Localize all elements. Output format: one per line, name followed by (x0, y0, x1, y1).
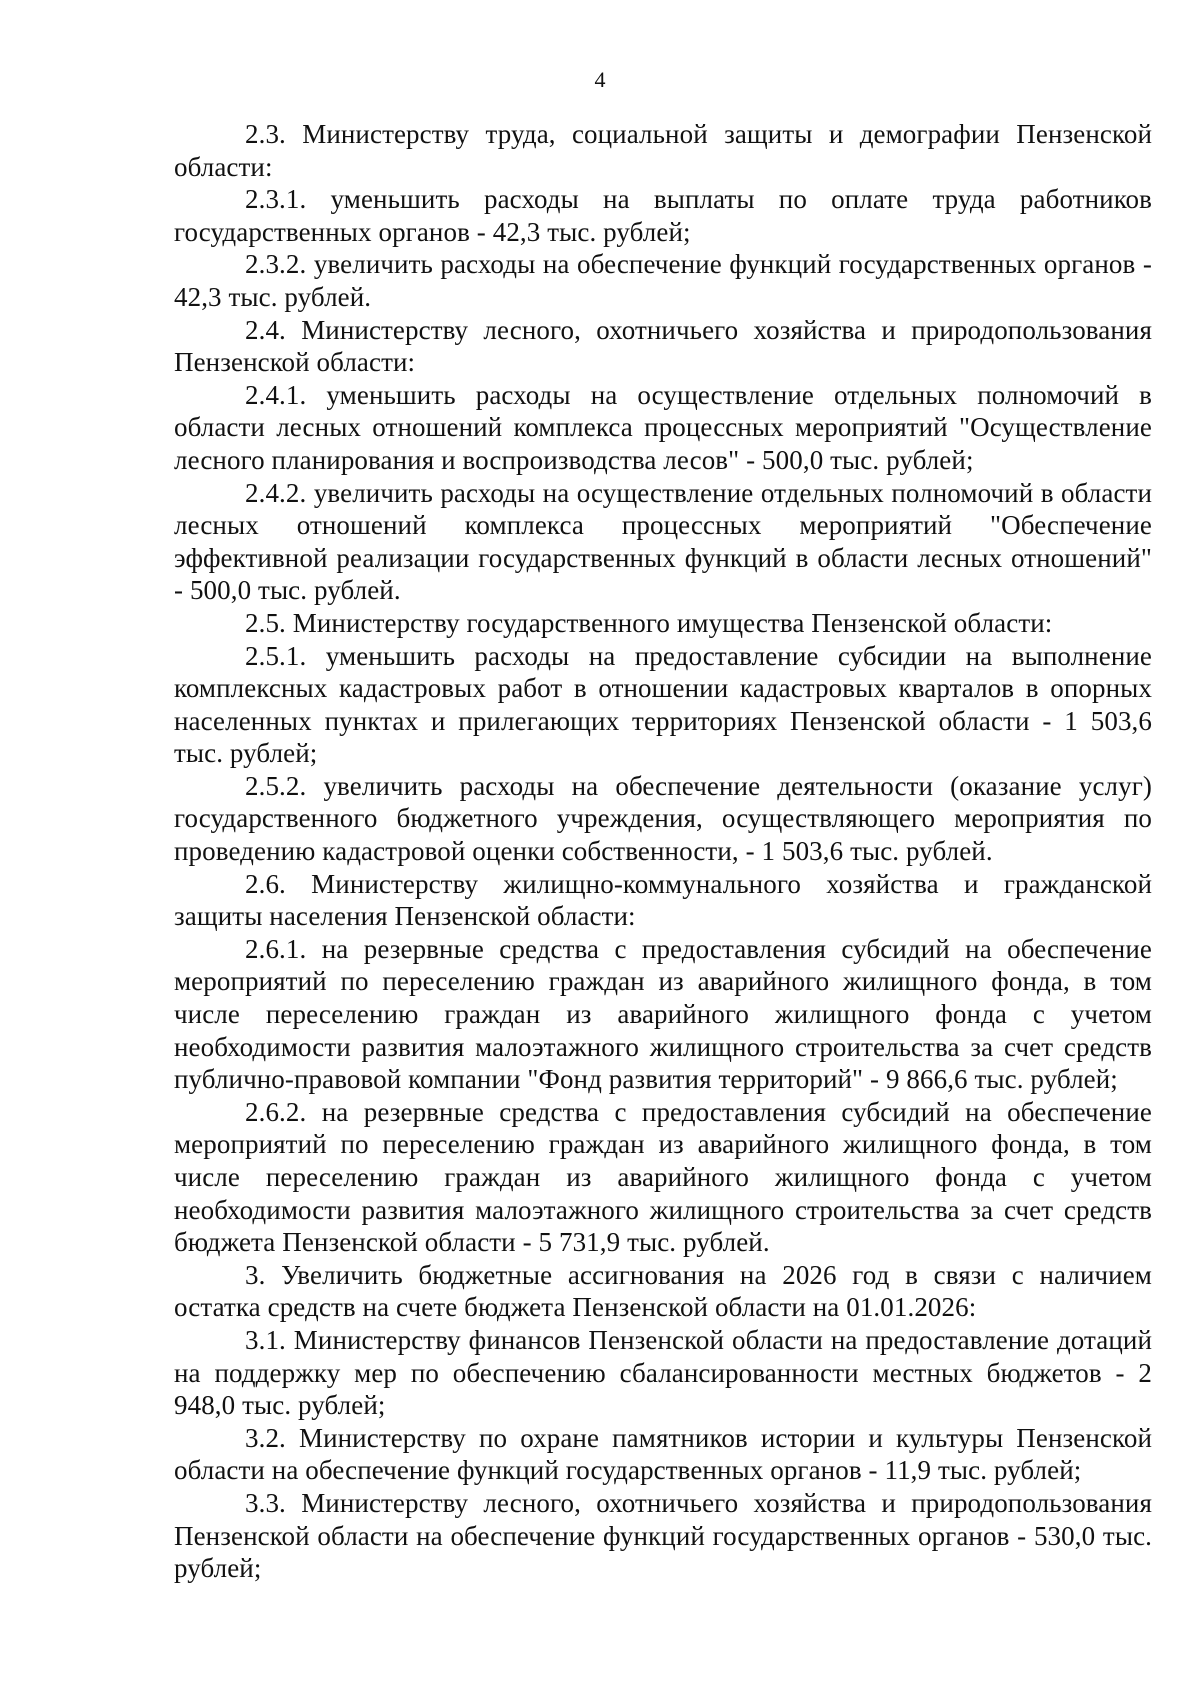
paragraph-2-6-1: 2.6.1. на резервные средства с предоставления субсидий на обеспечение мероприятий по переселению граждан из аварийного жилищного фонда, в том числе переселению граждан из аварийного жилищного фонда с учетом необходимости развития малоэтажного жилищного строительства за счет средств публично-правовой компании "Фонд развития территорий" - 9 866,6 тыс. рублей; (174, 933, 1152, 1095)
paragraph-2-3-2: 2.3.2. увеличить расходы на обеспечение функций государственных органов - 42,3 тыс. рублей. (174, 249, 1152, 312)
document-body (174, 118, 1152, 1585)
paragraph-2-5-1: 2.5.1. уменьшить расходы на предоставление субсидии на выполнение комплексных кадастровых работ в отношении кадастровых кварталов в опорных населенных пунктах и прилегающих территориях Пензенской области - 1 503,6 тыс. рублей; (174, 640, 1152, 769)
paragraph-2-3-1: 2.3.1. уменьшить расходы на выплаты по оплате труда работников государственных органов - 42,3 тыс. рублей; (174, 184, 1152, 247)
paragraph-2-6-2: 2.6.2. на резервные средства с предоставления субсидий на обеспечение мероприятий по переселению граждан из аварийного жилищного фонда, в том числе переселению граждан из аварийного жилищного фонда с учетом необходимости развития малоэтажного жилищного строительства за счет средств бюджета Пензенской области - 5 731,9 тыс. рублей. (174, 1096, 1152, 1258)
paragraph-2-6: 2.6. Министерству жилищно-коммунального хозяйства и гражданской защиты населения Пензенской области: (174, 868, 1152, 932)
paragraph-2-4: 2.4. Министерству лесного, охотничьего хозяйства и природопользования Пензенской области: (174, 314, 1152, 378)
paragraph-2-4-2: 2.4.2. увеличить расходы на осуществление отдельных полномочий в области лесных отношений комплекса процессных мероприятий "Обеспечение эффективной реализации государственных функций в области лесных отношений" - 500,0 тыс. рублей. (174, 477, 1152, 606)
page-number: 4 (594, 67, 606, 92)
paragraph-2-3: 2.3. Министерству труда, социальной защиты и демографии Пензенской области: (174, 119, 1152, 182)
paragraph-3-2: 3.2. Министерству по охране памятников истории и культуры Пензенской области на обеспечение функций государственных органов - 11,9 тыс. рублей; (174, 1422, 1152, 1486)
paragraph-3-3: 3.3. Министерству лесного, охотничьего хозяйства и природопользования Пензенской области на обеспечение функций государственных органов - 530,0 тыс. рублей; (174, 1487, 1152, 1584)
paragraph-2-5: 2.5. Министерству государственного имущества Пензенской области: (245, 607, 1053, 638)
paragraph-3-1: 3.1. Министерству финансов Пензенской области на предоставление дотаций на поддержку мер по обеспечению сбалансированности местных бюджетов - 2 948,0 тыс. рублей; (174, 1324, 1152, 1421)
paragraph-2-4-1: 2.4.1. уменьшить расходы на осуществление отдельных полномочий в области лесных отношений комплекса процессных мероприятий "Осуществление лесного планирования и воспроизводства лесов" - 500,0 тыс. рублей; (174, 379, 1152, 475)
paragraph-2-5-2: 2.5.2. увеличить расходы на обеспечение деятельности (оказание услуг) государственного бюджетного учреждения, осуществляющего мероприятия по проведению кадастровой оценки собственности, - 1 503,6 тыс. рублей. (174, 770, 1152, 867)
paragraph-3: 3. Увеличить бюджетные ассигнования на 2026 год в связи с наличием остатка средств на счете бюджета Пензенской области на 01.01.2026: (174, 1259, 1152, 1323)
